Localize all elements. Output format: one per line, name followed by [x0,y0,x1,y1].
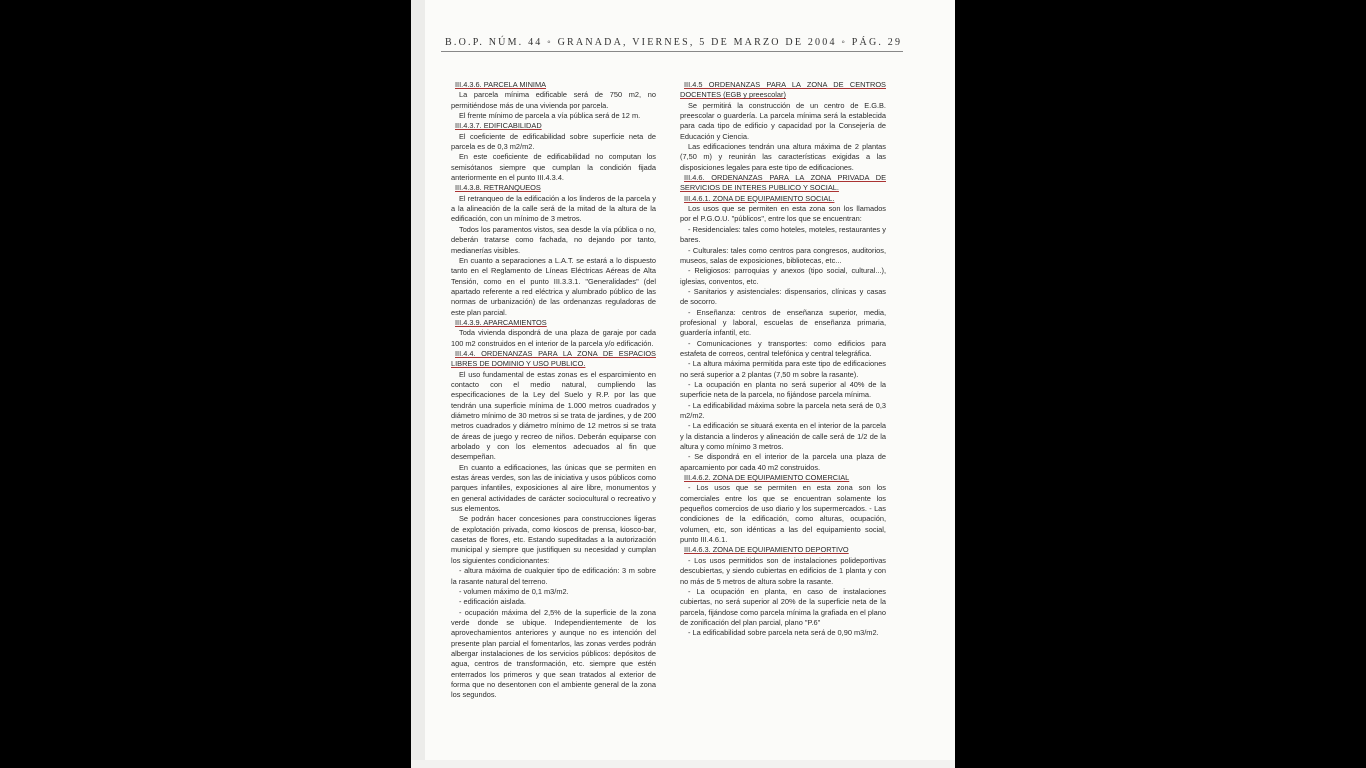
paragraph: Todos los paramentos vistos, sea desde la vía pública o no, deberán tratarse como fachada, no dejando por tanto, medianerías visibles. [451,224,656,255]
paragraph: - Enseñanza: centros de enseñanza superior, media, profesional y laboral, escuelas de enseñanza primaria, guardería infantil, etc. [680,307,886,338]
paragraph: - La edificación se situará exenta en el interior de la parcela y la distancia a linderos y alineación de calle será de 1/2 de la altura y como mínimo 3 metros. [680,421,886,452]
section-heading: III.4.6.2. ZONA DE EQUIPAMIENTO COMERCIAL [684,473,850,483]
right-column [680,80,886,639]
header-rule [441,51,903,52]
paragraph: - ocupación máxima del 2,5% de la superficie de la zona verde donde se ubique. Independientemente de los aprovechamientos anteriores y aunque no es intención del presente plan parcial el fomentarlos, las zonas verdes podrán albergar instalaciones de los servicios públicos: depósitos de agua, centros de transformación, etc. siempre que estén enterrados los primeros y que sean tratados al exterior de forma que no desentonen con el ambiente general de la zona los segundos. [451,607,656,700]
paragraph: - La edificabilidad máxima sobre la parcela neta será de 0,3 m2/m2. [680,400,886,420]
paragraph: En cuanto a separaciones a L.A.T. se estará a lo dispuesto tanto en el Reglamento de Líneas Eléctricas Aéreas de Alta Tensión, como en el punto III.3.3.1. "Generalidades" (del apartado referente a red eléctrica y alumbrado público de las normas de urbanización) de las ordenanzas reguladoras de este plan parcial. [451,255,656,317]
paragraph: - La ocupación en planta no será superior al 40% de la superficie neta de la parcela, no fijándose parcela mínima. [680,379,886,400]
paragraph: En cuanto a edificaciones, las únicas que se permiten en estas áreas verdes, son las de iniciativa y usos públicos como parques infantiles, exposiciones al aire libre, monumentos y en general actividades de carácter sociocultural o recreativo y sus elementos. [451,462,656,514]
paragraph: El frente mínimo de parcela a vía pública será de 12 m. [459,111,641,121]
paragraph: - Culturales: tales como centros para congresos, auditorios, museos, salas de exposiciones, bibliotecas, etc... [680,245,886,265]
paragraph: El retranqueo de la edificación a los linderos de la parcela y a la alineación de la calle será de la mitad de la altura de la edificación, con un mínimo de 3 metros. [451,193,656,224]
paragraph: - Comunicaciones y transportes: como edificios para estafeta de correos, central telefónica y central telegráfica. [680,338,886,358]
paragraph: - Se dispondrá en el interior de la parcela una plaza de aparcamiento por cada 40 m2 construidos. [680,452,886,472]
paragraph: - La altura máxima permitida para este tipo de edificaciones no será superior a 2 plantas (7,50 m sobre la rasante). [680,359,886,379]
paragraph: Toda vivienda dispondrá de una plaza de garaje por cada 100 m2 construidos en el interior de la parcela y/o edificación. [451,328,656,348]
section-heading: III.4.6.1. ZONA DE EQUIPAMIENTO SOCIAL. [684,193,835,203]
section-heading: III.4.6. ORDENANZAS PARA LA ZONA PRIVADA DE SERVICIOS DE INTERES PUBLICO Y SOCIAL. [680,173,886,193]
paragraph: Se permitirá la construcción de un centro de E.G.B. preescolar o guardería. La parcela mínima será la establecida para cada tipo de edificio y capacidad por la Consejería de Educación y Ciencia. [680,100,886,141]
paragraph: - edificación aislada. [459,597,526,607]
paragraph: - volumen máximo de 0,1 m3/m2. [459,586,569,596]
section-heading: III.4.6.3. ZONA DE EQUIPAMIENTO DEPORTIVO [684,545,849,555]
section-heading: III.4.3.6. PARCELA MINIMA [455,80,547,89]
paragraph: En este coeficiente de edificabilidad no computan los semisótanos siempre que cumplan la condición fijada anteriormente en el punto III.4.3.4. [451,152,656,183]
paragraph: - La ocupación en planta, en caso de instalaciones cubiertas, no será superior al 20% de la superficie neta de la parcela, fijándose como parcela mínima la grafiada en el plano de zonificación del plan parcial, plano "P.6" [680,586,886,627]
paragraph: - altura máxima de cualquier tipo de edificación: 3 m sobre la rasante natural del terreno. [451,566,656,586]
paragraph: - Sanitarios y asistenciales: dispensarios, clínicas y casas de socorro. [680,286,886,307]
paragraph: - Religiosos: parroquias y anexos (tipo social, cultural...), iglesias, conventos, etc. [680,266,886,286]
paragraph: Los usos que se permiten en esta zona son los llamados por el P.G.O.U. "públicos", entre los que se encuentran: [680,204,886,224]
paragraph: La parcela mínima edificable será de 750 m2, no permitiéndose más de una vivienda por parcela. [451,90,656,110]
scan-bottom-edge [411,760,955,768]
scan-shadow-edge [411,0,425,760]
paragraph: Se podrán hacer concesiones para construcciones ligeras de explotación privada, como kioscos de prensa, kiosco-bar, casetas de flores, etc. Estando supeditadas a la autorización municipal y siempre que justifiquen su necesidad y cumplan los siguientes condicionantes: [451,514,656,565]
page-header: B.O.P. NÚM. 44 ◦ GRANADA, VIERNES, 5 DE MARZO DE 2004 ◦ PÁG. 29 [445,37,903,48]
paragraph: - La edificabilidad sobre parcela neta será de 0,90 m3/m2. [688,628,879,638]
scanned-page [411,0,955,768]
section-heading: III.4.4. ORDENANZAS PARA LA ZONA DE ESPACIOS LIBRES DE DOMINIO Y USO PUBLICO. [451,348,656,369]
left-column [451,80,656,701]
section-heading: III.4.3.7. EDIFICABILIDAD [455,121,542,131]
paragraph: - Residenciales: tales como hoteles, moteles, restaurantes y bares. [680,224,886,245]
paragraph: Las edificaciones tendrán una altura máxima de 2 plantas (7,50 m) y reunirán las características exigidas a las disposiciones legales para este tipo de edificaciones. [680,142,886,172]
section-heading: III.4.5 ORDENANZAS PARA LA ZONA DE CENTROS DOCENTES (EGB y preescolar) [680,80,886,100]
paragraph: - Los usos permitidos son de instalaciones polideportivas descubiertas, y siendo cubiertas en edificios de 1 planta y con no más de 5 metros de altura sobre la rasante. [680,555,886,586]
section-heading: III.4.3.8. RETRANQUEOS [455,183,541,193]
paragraph: El coeficiente de edificabilidad sobre superficie neta de parcela es de 0,3 m2/m2. [451,131,656,152]
section-heading: III.4.3.9. APARCAMIENTOS [455,317,547,327]
paragraph: El uso fundamental de estas zonas es el esparcimiento en contacto con el medio natural, cumpliendo las especificaciones de la Ley del Suelo y R.P. por las que tendrán una superficie mínima de 1.000 metros cuadrados y diámetro mínimo de 30 metros si se trata de jardines, y de 200 metros cuadrados y diámetro mínimo de 12 metros si se trata de áreas de juego y recreo de niños. Deberán equiparse con arbolado y con los elementos adecuados al fin que desempeñan. [451,369,656,462]
paragraph: - Los usos que se permiten en esta zona son los comerciales entre los que se encuentran solamente los pequeños comercios de uso diario y los supermercados. - Las condiciones de la edificación, como alturas, ocupación, volumen, etc, son idénticas a las del equipamiento social, punto III.4.6.1. [680,483,886,545]
